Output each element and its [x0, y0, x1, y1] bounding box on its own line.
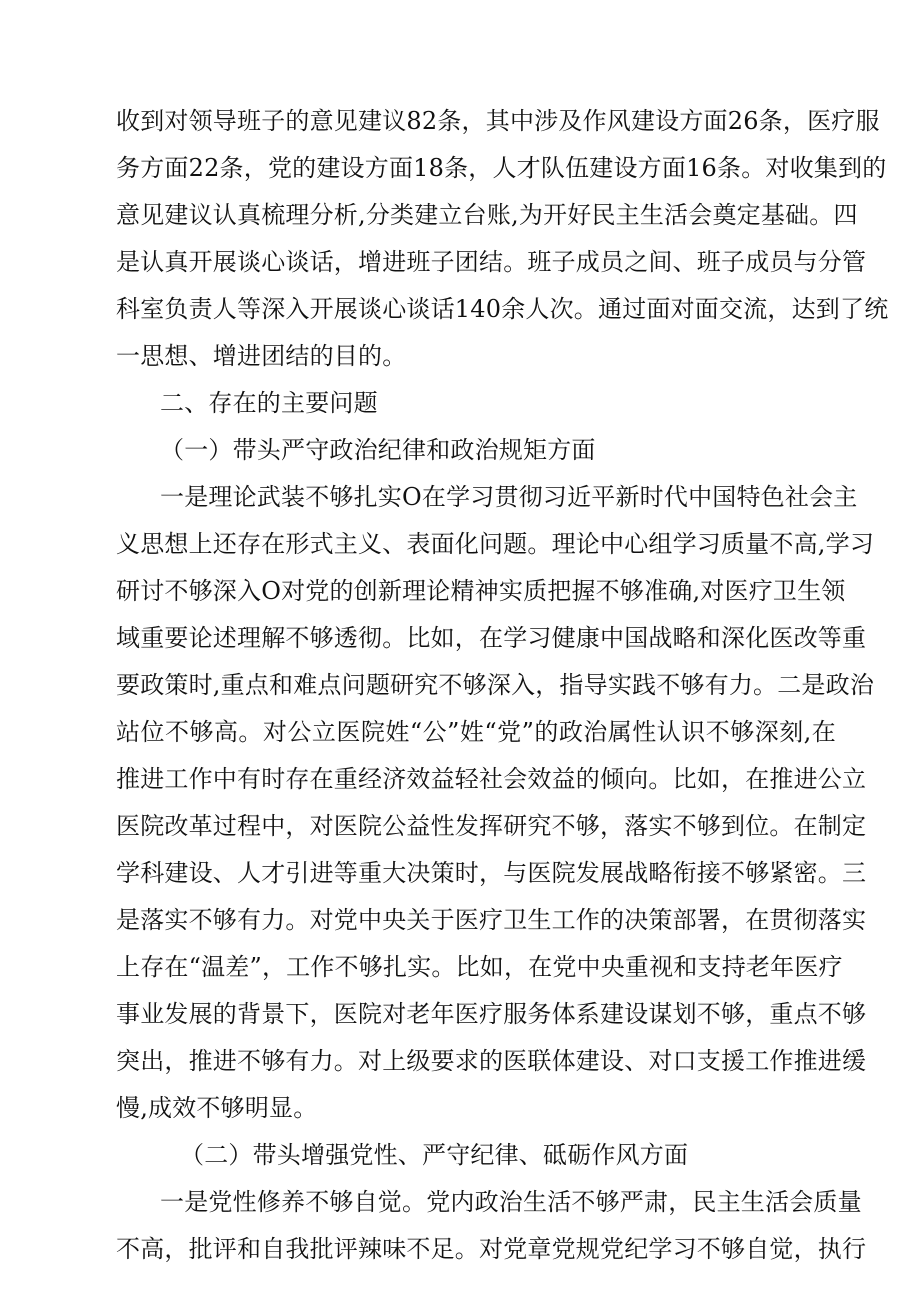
- body-text-line: 突出，推进不够有力。对上级要求的医联体建设、对口支援工作推进缓: [116, 1047, 867, 1075]
- body-text-line: 上存在“温差”，工作不够扎实。比如，在党中央重视和支持老年医疗: [116, 953, 843, 981]
- section-heading: 二、存在的主要问题: [160, 389, 378, 417]
- body-text-line: 学科建设、人才引进等重大决策时，与医院发展战略衔接不够紧密。三: [116, 859, 867, 887]
- body-text-line: 义思想上还存在形式主义、表面化问题。理论中心组学习质量不高,学习: [116, 530, 875, 558]
- body-text-line: 要政策时,重点和难点问题研究不够深入，指导实践不够有力。二是政治: [116, 671, 875, 699]
- body-text-line: 一是理论武装不够扎实O在学习贯彻习近平新时代中国特色社会主: [160, 483, 858, 511]
- body-text-line: 务方面22条，党的建设方面18条，人才队伍建设方面16条。对收集到的: [116, 154, 887, 182]
- body-text-line: 事业发展的背景下，医院对老年医疗服务体系建设谋划不够，重点不够: [116, 1000, 867, 1028]
- subsection-heading: （一）带头严守政治纪律和政治规矩方面: [160, 436, 596, 464]
- body-text-line: 推进工作中有时存在重经济效益轻社会效益的倾向。比如，在推进公立: [116, 765, 867, 793]
- subsection-heading: （二）带头增强党性、严守纪律、砥砺作风方面: [180, 1141, 689, 1169]
- body-text-line: 一是党性修养不够自觉。党内政治生活不够严肃，民主生活会质量: [160, 1188, 862, 1216]
- body-text-line: 域重要论述理解不够透彻。比如，在学习健康中国战略和深化医改等重: [116, 624, 867, 652]
- body-text-line: 是认真开展谈心谈话，增进班子团结。班子成员之间、班子成员与分管: [116, 248, 867, 276]
- body-text-line: 研讨不够深入O对党的创新理论精神实质把握不够准确,对医疗卫生领: [116, 577, 846, 605]
- body-text-line: 一思想、增进团结的目的。: [116, 342, 407, 370]
- body-text-line: 意见建议认真梳理分析,分类建立台账,为开好民主生活会奠定基础。四: [116, 201, 858, 229]
- body-text-line: 科室负责人等深入开展谈心谈话140余人次。通过面对面交流，达到了统: [116, 295, 889, 323]
- body-text-line: 收到对领导班子的意见建议82条，其中涉及作风建设方面26条，医疗服: [116, 107, 880, 135]
- body-text-line: 不高，批评和自我批评辣味不足。对党章党规党纪学习不够自觉，执行: [116, 1235, 867, 1263]
- body-text-line: 站位不够高。对公立医院姓“公”姓“党”的政治属性认识不够深刻,在: [116, 718, 836, 746]
- body-text-line: 医院改革过程中，对医院公益性发挥研究不够，落实不够到位。在制定: [116, 812, 867, 840]
- body-text-line: 是落实不够有力。对党中央关于医疗卫生工作的决策部署，在贯彻落实: [116, 906, 867, 934]
- body-text-line: 慢,成效不够明显。: [116, 1094, 318, 1122]
